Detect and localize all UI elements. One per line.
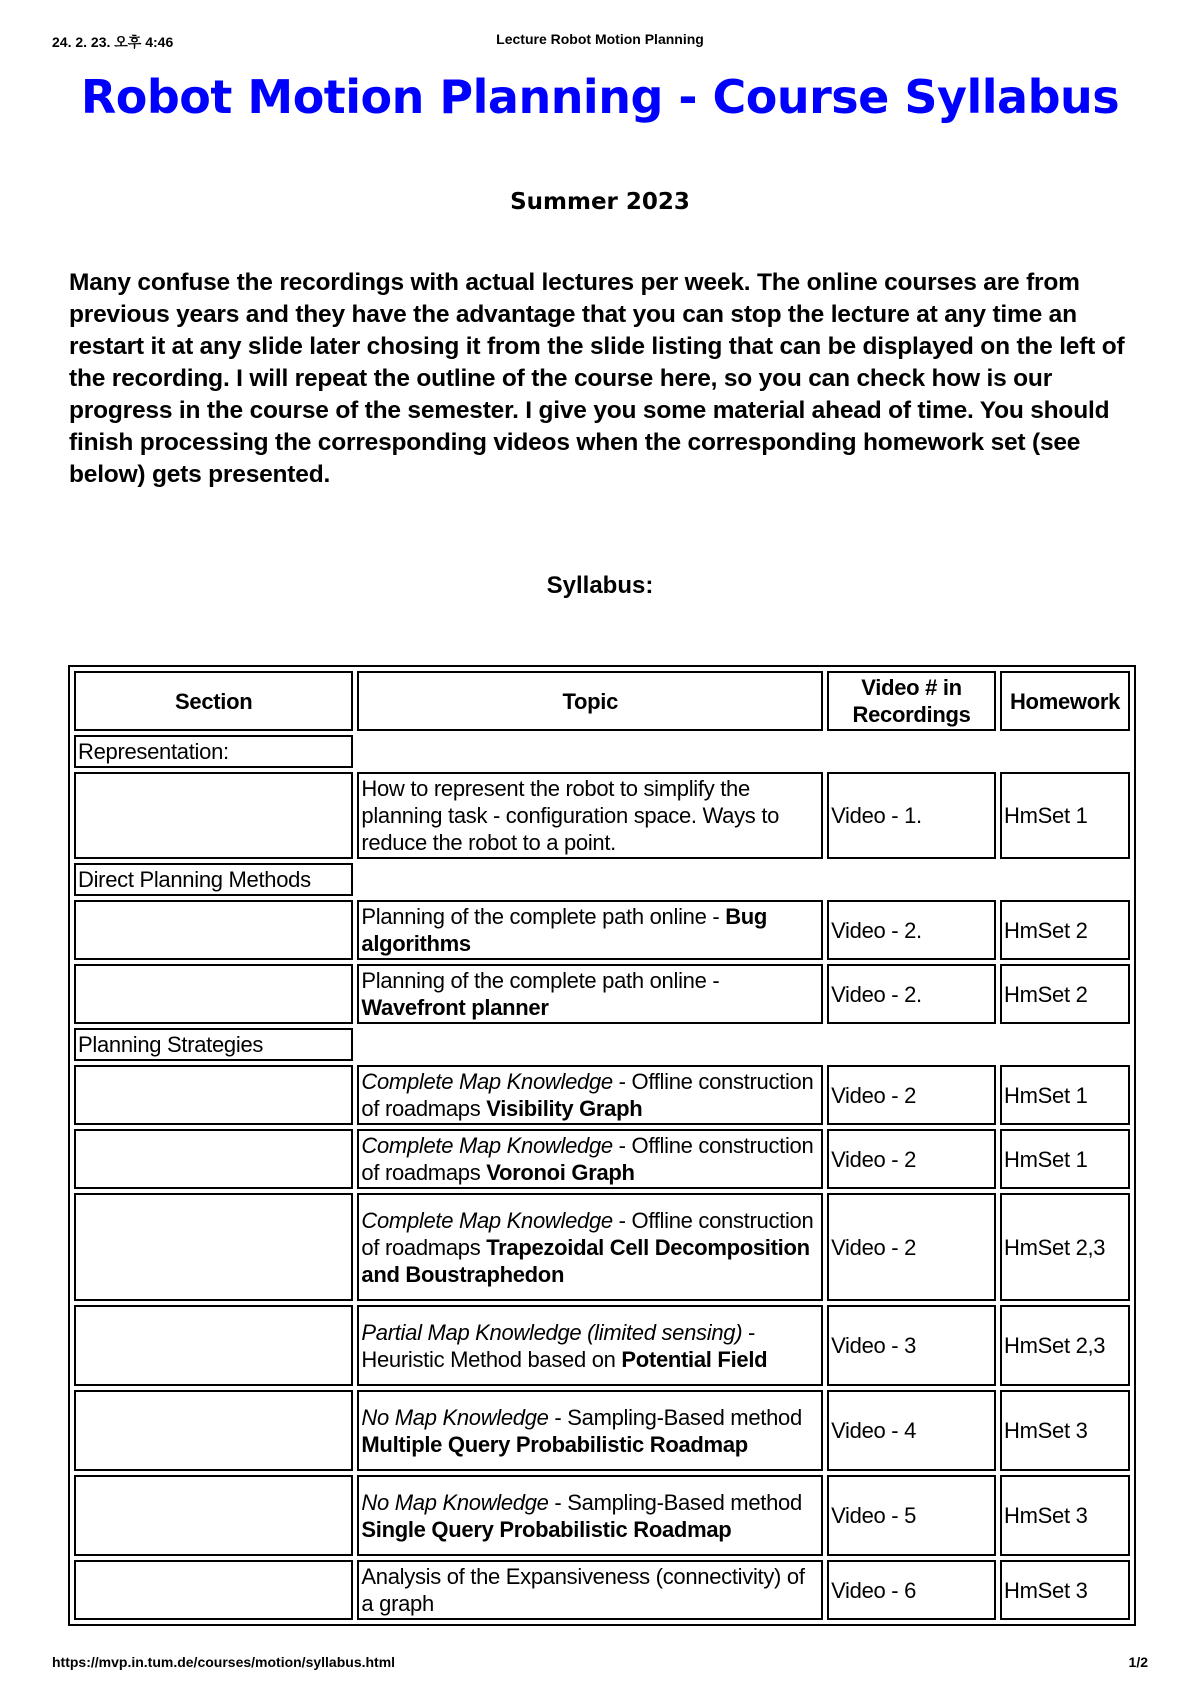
- video-cell: Video - 1.: [827, 772, 996, 859]
- print-page-number: 1/2: [1128, 1654, 1148, 1670]
- homework-cell: HmSet 3: [1000, 1390, 1130, 1471]
- section-label: Direct Planning Methods: [74, 863, 353, 896]
- homework-cell: HmSet 1: [1000, 772, 1130, 859]
- homework-cell: HmSet 1: [1000, 1129, 1130, 1189]
- table-row: [74, 1475, 1130, 1556]
- section-cell: [74, 1475, 353, 1556]
- table-row: [74, 1193, 1130, 1301]
- topic-cell: Analysis of the Expansiveness (connectivity) of a graph: [357, 1560, 823, 1620]
- topic-cell: Complete Map Knowledge - Offline construction of roadmaps Trapezoidal Cell Decomposition and Boustraphedon: [357, 1193, 823, 1301]
- section-row: [74, 1028, 1130, 1061]
- section-label: Representation:: [74, 735, 353, 768]
- table-row: [74, 1065, 1130, 1125]
- homework-cell: HmSet 2: [1000, 964, 1130, 1024]
- homework-cell: HmSet 2: [1000, 900, 1130, 960]
- video-cell: Video - 2.: [827, 900, 996, 960]
- table-row: [74, 1390, 1130, 1471]
- section-cell: [74, 1129, 353, 1189]
- section-cell: [74, 1065, 353, 1125]
- header-homework: Homework: [1000, 671, 1130, 731]
- syllabus-table: [68, 665, 1136, 1626]
- section-cell: [74, 1305, 353, 1386]
- intro-paragraph: Many confuse the recordings with actual lectures per week. The online courses are from previous years and they have the advantage that you can stop the lecture at any time an restart it at any slide later chosing it from the slide listing that can be displayed on the left of the recording. I will repeat the outline of the course here, so you can check how is our progress in the course of the semester. I give you some material ahead of time. You should finish processing the corresponding videos when the corresponding homework set (see below) gets presented.: [69, 269, 1125, 488]
- table-row: [74, 900, 1130, 960]
- section-row: [74, 863, 1130, 896]
- table-row: [74, 1560, 1130, 1620]
- section-row: [74, 735, 1130, 768]
- video-cell: Video - 4: [827, 1390, 996, 1471]
- homework-cell: HmSet 3: [1000, 1475, 1130, 1556]
- section-cell: [74, 964, 353, 1024]
- print-datetime: 24. 2. 23. 오후 4:46: [52, 34, 174, 50]
- homework-cell: HmSet 3: [1000, 1560, 1130, 1620]
- section-cell: [74, 900, 353, 960]
- table-row: [74, 1305, 1130, 1386]
- video-cell: Video - 5: [827, 1475, 996, 1556]
- topic-cell: No Map Knowledge - Sampling-Based method Multiple Query Probabilistic Roadmap: [357, 1390, 823, 1471]
- topic-cell: How to represent the robot to simplify the planning task - configuration space. Ways to reduce the robot to a point.: [357, 772, 823, 859]
- print-page-title: Lecture Robot Motion Planning: [496, 31, 704, 47]
- term-heading: Summer 2023: [510, 189, 690, 215]
- homework-cell: HmSet 1: [1000, 1065, 1130, 1125]
- header-section: Section: [74, 671, 353, 731]
- print-url: https://mvp.in.tum.de/courses/motion/syllabus.html: [52, 1654, 396, 1670]
- section-cell: [74, 772, 353, 859]
- page-title: Robot Motion Planning - Course Syllabus: [80, 70, 1120, 124]
- topic-cell: Planning of the complete path online - Wavefront planner: [357, 964, 823, 1024]
- video-cell: Video - 6: [827, 1560, 996, 1620]
- topic-cell: Planning of the complete path online - Bug algorithms: [357, 900, 823, 960]
- video-cell: Video - 2: [827, 1065, 996, 1125]
- table-header-row: [74, 671, 1130, 731]
- table-row: [74, 1129, 1130, 1189]
- homework-cell: HmSet 2,3: [1000, 1193, 1130, 1301]
- topic-cell: Partial Map Knowledge (limited sensing) - Heuristic Method based on Potential Field: [357, 1305, 823, 1386]
- section-cell: [74, 1560, 353, 1620]
- video-cell: Video - 2.: [827, 964, 996, 1024]
- section-cell: [74, 1193, 353, 1301]
- table-row: [74, 772, 1130, 859]
- header-topic: Topic: [357, 671, 823, 731]
- topic-cell: No Map Knowledge - Sampling-Based method Single Query Probabilistic Roadmap: [357, 1475, 823, 1556]
- video-cell: Video - 2: [827, 1129, 996, 1189]
- section-cell: [74, 1390, 353, 1471]
- topic-cell: Complete Map Knowledge - Offline construction of roadmaps Visibility Graph: [357, 1065, 823, 1125]
- section-label: Planning Strategies: [74, 1028, 353, 1061]
- table-row: [74, 964, 1130, 1024]
- homework-cell: HmSet 2,3: [1000, 1305, 1130, 1386]
- header-video: Video # in Recordings: [827, 671, 996, 731]
- syllabus-heading: Syllabus:: [546, 572, 654, 599]
- video-cell: Video - 2: [827, 1193, 996, 1301]
- video-cell: Video - 3: [827, 1305, 996, 1386]
- topic-cell: Complete Map Knowledge - Offline construction of roadmaps Voronoi Graph: [357, 1129, 823, 1189]
